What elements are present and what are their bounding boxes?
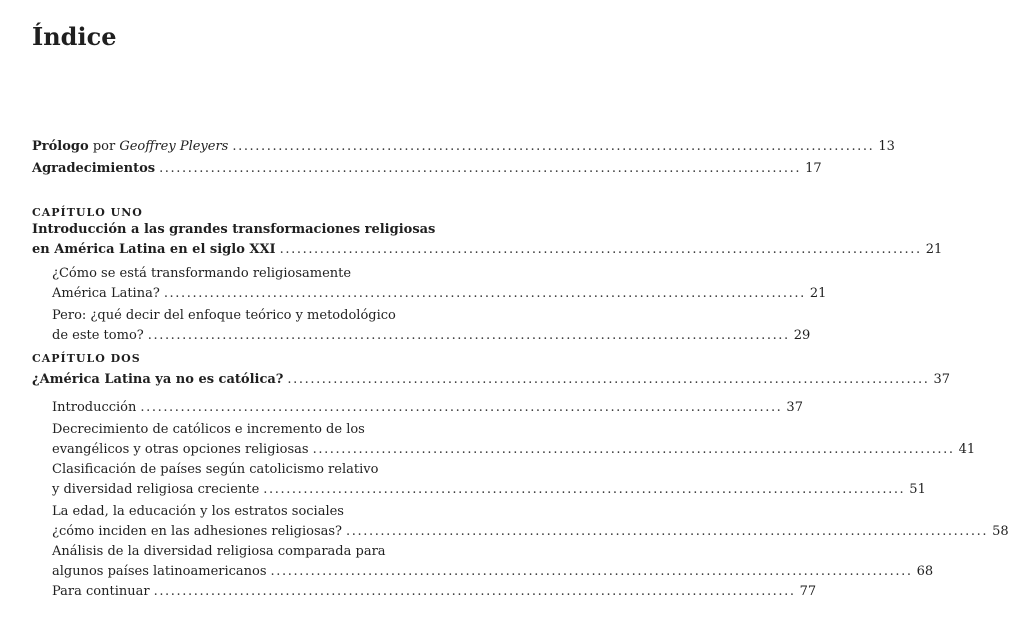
page-number: 21 <box>925 242 943 257</box>
toc-entry-section[interactable] <box>52 264 827 304</box>
page-number: 68 <box>916 564 934 579</box>
entry-label: Prólogo <box>32 139 89 154</box>
dot-leader: ................................................................................................................ <box>263 482 906 497</box>
section-line-2: América Latina? <box>52 286 160 301</box>
section-line-2: ¿cómo inciden en las adhesiones religiosas? <box>52 524 343 539</box>
dot-leader: ................................................................................................................ <box>279 242 922 257</box>
page-number: 51 <box>909 482 926 497</box>
section-title: Para continuar <box>52 584 150 599</box>
section-line-2: de este tomo? <box>52 328 144 343</box>
page-number: 77 <box>799 584 817 599</box>
section-line-1: Clasificación de países según catolicismo relativo <box>52 462 379 477</box>
page-number: 17 <box>805 161 822 176</box>
dot-leader: ................................................................................................................ <box>270 564 913 579</box>
page-number: 58 <box>992 524 1009 539</box>
page-number: 37 <box>786 400 803 415</box>
toc-entry-section[interactable] <box>52 460 926 500</box>
toc-entry-section[interactable] <box>52 398 803 418</box>
entry-author: Geoffrey Pleyers <box>119 139 229 154</box>
section-line-1: Análisis de la diversidad religiosa comparada para <box>52 544 386 559</box>
chapter-label: CAPÍTULO UNO <box>32 206 143 219</box>
section-line-2: algunos países latinoamericanos <box>52 564 267 579</box>
page-number: 37 <box>933 372 950 387</box>
chapter-title: ¿América Latina ya no es católica? <box>32 372 284 387</box>
section-line-1: Pero: ¿qué decir del enfoque teórico y metodológico <box>52 308 396 323</box>
entry-connector: por <box>92 139 116 154</box>
toc-entry-section[interactable] <box>52 542 934 582</box>
toc-entry-section[interactable] <box>52 502 1009 542</box>
dot-leader: ................................................................................................................ <box>159 161 802 176</box>
toc-entry-section[interactable] <box>52 582 817 602</box>
chapter-label: CAPÍTULO DOS <box>32 352 141 365</box>
chapter-title-line-1: Introducción a las grandes transformaciones religiosas <box>32 222 436 237</box>
toc-entry-section[interactable] <box>52 306 811 346</box>
dot-leader: ................................................................................................................ <box>287 372 930 387</box>
page-number: 21 <box>809 286 827 301</box>
page-number: 13 <box>878 139 895 154</box>
page-number: 29 <box>793 328 811 343</box>
chapter-title-line-2: en América Latina en el siglo XXI <box>32 242 276 257</box>
toc-entry-chapter-1[interactable] <box>32 220 943 260</box>
entry-label: Agradecimientos <box>32 161 156 176</box>
toc-entry-agradecimientos[interactable] <box>32 159 822 179</box>
dot-leader: ................................................................................................................ <box>346 524 989 539</box>
page-title: Índice <box>32 22 117 51</box>
toc-entry-chapter-2[interactable] <box>32 370 950 390</box>
section-line-1: ¿Cómo se está transformando religiosamente <box>52 266 352 281</box>
page-number: 41 <box>958 442 976 457</box>
toc-entry-prologo[interactable] <box>32 137 895 157</box>
dot-leader: ................................................................................................................ <box>312 442 955 457</box>
section-title: Introducción <box>52 400 137 415</box>
section-line-1: Decrecimiento de católicos e incremento de los <box>52 422 365 437</box>
dot-leader: ................................................................................................................ <box>153 584 796 599</box>
toc-entry-section[interactable] <box>52 420 976 460</box>
dot-leader: ................................................................................................................ <box>163 286 806 301</box>
dot-leader: ................................................................................................................ <box>232 139 875 154</box>
section-line-1: La edad, la educación y los estratos sociales <box>52 504 344 519</box>
section-line-2: y diversidad religiosa creciente <box>52 482 260 497</box>
dot-leader: ................................................................................................................ <box>140 400 783 415</box>
section-line-2: evangélicos y otras opciones religiosas <box>52 442 309 457</box>
dot-leader: ................................................................................................................ <box>147 328 790 343</box>
